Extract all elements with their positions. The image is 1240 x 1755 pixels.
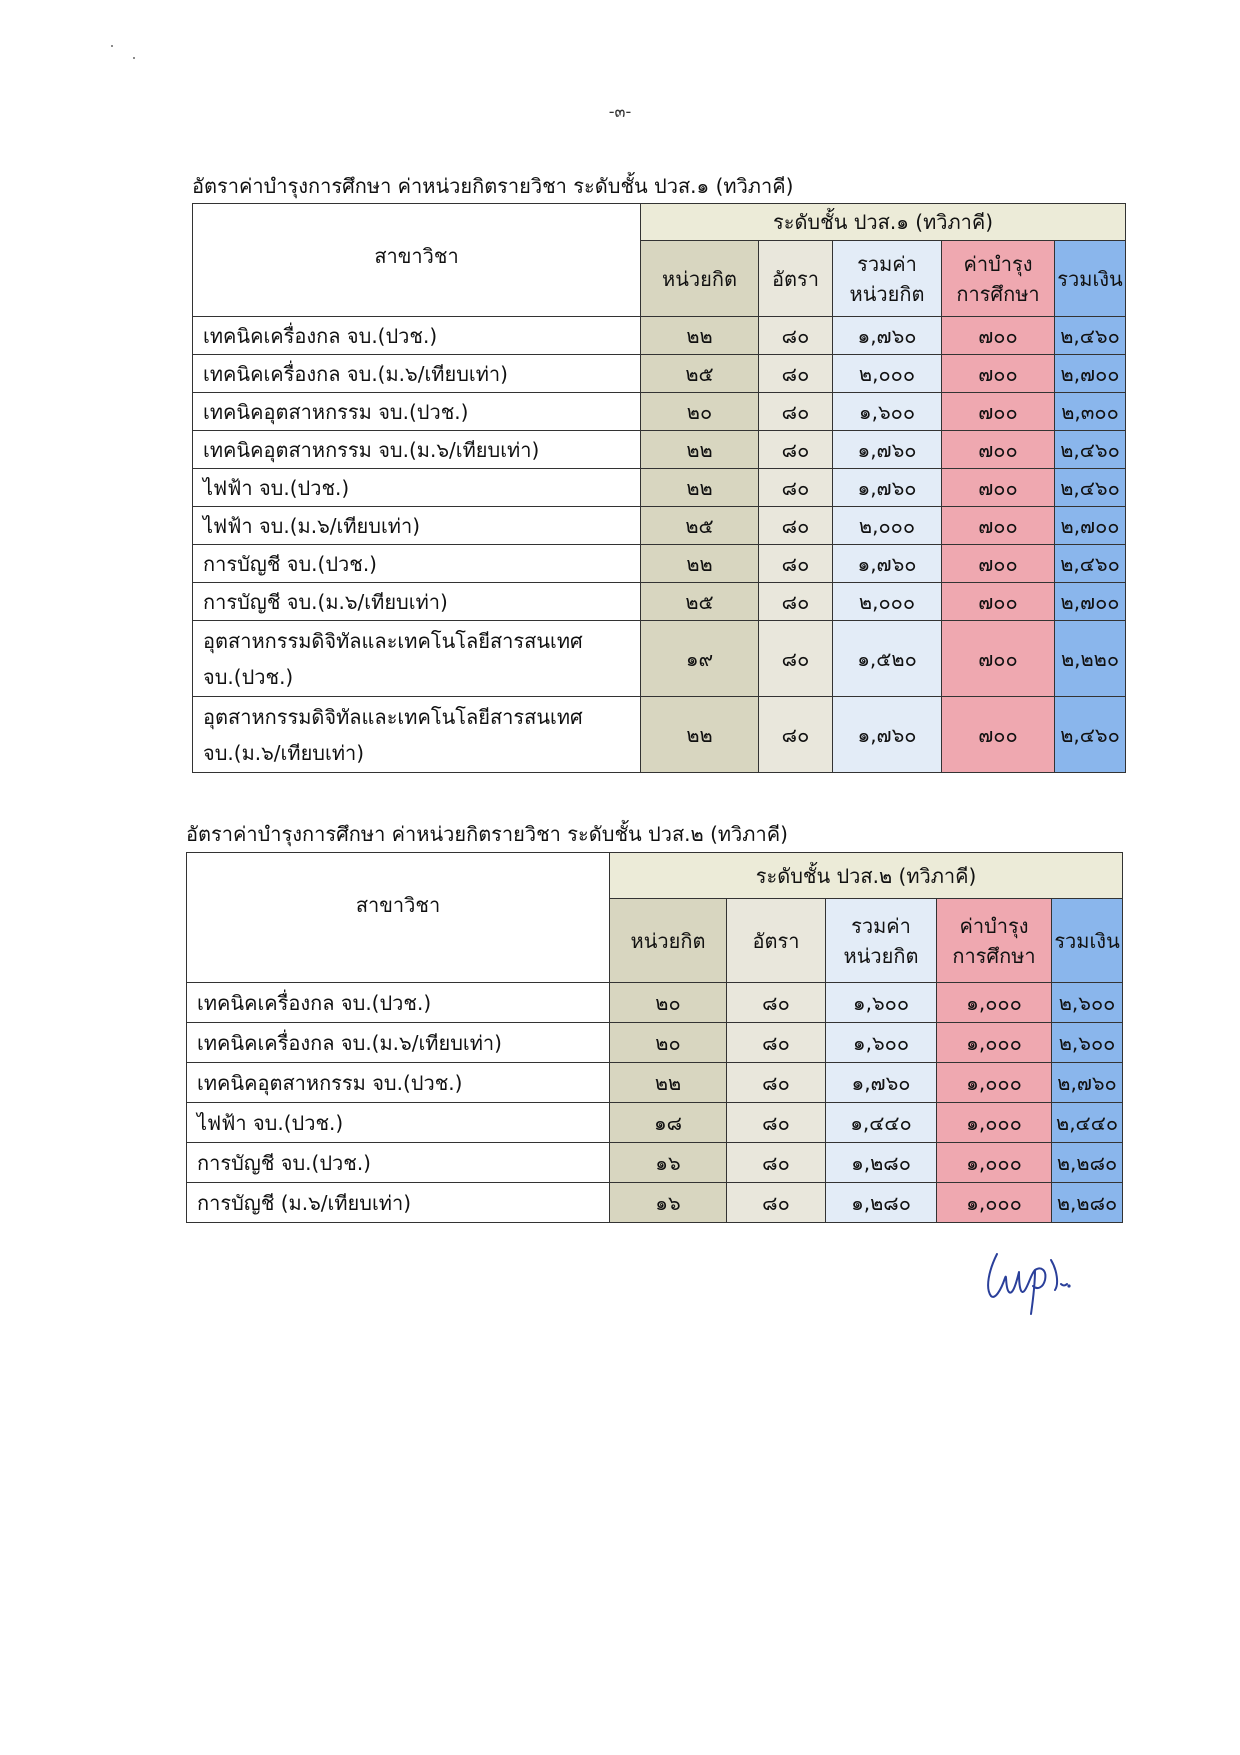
maintenance-fee-cell: ๗๐๐ xyxy=(942,697,1055,773)
rate-cell: ๘๐ xyxy=(759,697,833,773)
grand-total-cell: ๒,๔๔๐ xyxy=(1052,1103,1123,1143)
credits-cell: ๒๒ xyxy=(610,1063,727,1103)
scan-dust-mark xyxy=(108,42,138,102)
credits-cell: ๑๖ xyxy=(610,1183,727,1223)
credits-cell: ๒๐ xyxy=(641,393,759,431)
total-credit-fee-cell: ๒,๐๐๐ xyxy=(833,583,942,621)
grand-total-cell: ๒,๔๖๐ xyxy=(1055,317,1126,355)
rate-header: อัตรา xyxy=(759,241,833,317)
credits-header: หน่วยกิต xyxy=(641,241,759,317)
rate-cell: ๘๐ xyxy=(727,1063,826,1103)
maintenance-fee-cell: ๗๐๐ xyxy=(942,621,1055,697)
maintenance-fee-cell: ๑,๐๐๐ xyxy=(937,1183,1052,1223)
credits-cell: ๒๒ xyxy=(641,697,759,773)
total-credit-fee-cell: ๑,๖๐๐ xyxy=(826,1023,937,1063)
total-credit-fee-cell: ๑,๗๖๐ xyxy=(833,545,942,583)
maintenance-fee-cell: ๗๐๐ xyxy=(942,355,1055,393)
maintenance-fee-header: ค่าบำรุง การศึกษา xyxy=(937,899,1052,983)
grand-total-cell: ๒,๖๐๐ xyxy=(1052,1023,1123,1063)
major-cell: ไฟฟ้า จบ.(ปวช.) xyxy=(187,1103,610,1143)
grand-total-cell: ๒,๗๐๐ xyxy=(1055,583,1126,621)
rate-cell: ๘๐ xyxy=(759,469,833,507)
signature xyxy=(975,1240,1085,1320)
total-credit-fee-cell: ๑,๕๒๐ xyxy=(833,621,942,697)
table-row xyxy=(187,1183,1123,1223)
table-row xyxy=(193,621,1126,697)
rate-cell: ๘๐ xyxy=(759,545,833,583)
maintenance-fee-cell: ๑,๐๐๐ xyxy=(937,1063,1052,1103)
table-row xyxy=(187,983,1123,1023)
major-cell: เทคนิคอุตสาหกรรม จบ.(ม.๖/เทียบเท่า) xyxy=(193,431,641,469)
table-row xyxy=(193,355,1126,393)
rate-cell: ๘๐ xyxy=(759,583,833,621)
maintenance-fee-cell: ๗๐๐ xyxy=(942,583,1055,621)
table-row xyxy=(187,1063,1123,1103)
major-cell: การบัญชี จบ.(ม.๖/เทียบเท่า) xyxy=(193,583,641,621)
rate-cell: ๘๐ xyxy=(759,507,833,545)
rate-cell: ๘๐ xyxy=(727,983,826,1023)
credits-cell: ๑๙ xyxy=(641,621,759,697)
major-header: สาขาวิชา xyxy=(187,853,610,983)
maintenance-fee-cell: ๗๐๐ xyxy=(942,507,1055,545)
total-credit-fee-header: รวมค่า หน่วยกิต xyxy=(833,241,942,317)
table-row xyxy=(193,697,1126,773)
grand-total-cell: ๒,๒๘๐ xyxy=(1052,1183,1123,1223)
grand-total-cell: ๒,๔๖๐ xyxy=(1055,469,1126,507)
grand-total-cell: ๒,๔๖๐ xyxy=(1055,545,1126,583)
table-row xyxy=(193,431,1126,469)
total-credit-fee-cell: ๑,๒๘๐ xyxy=(826,1183,937,1223)
grand-total-cell: ๒,๔๖๐ xyxy=(1055,697,1126,773)
grand-total-header: รวมเงิน xyxy=(1055,241,1126,317)
level-group-header: ระดับชั้น ปวส.๒ (ทวิภาคี) xyxy=(610,853,1123,899)
table-row xyxy=(193,545,1126,583)
total-credit-fee-cell: ๑,๒๘๐ xyxy=(826,1143,937,1183)
table-row xyxy=(193,469,1126,507)
maintenance-fee-header: ค่าบำรุง การศึกษา xyxy=(942,241,1055,317)
credits-cell: ๒๕ xyxy=(641,583,759,621)
fee-table-1 xyxy=(192,203,1126,773)
grand-total-cell: ๒,๔๖๐ xyxy=(1055,431,1126,469)
credits-cell: ๑๘ xyxy=(610,1103,727,1143)
major-header: สาขาวิชา xyxy=(193,204,641,317)
total-credit-fee-cell: ๒,๐๐๐ xyxy=(833,355,942,393)
credits-cell: ๒๐ xyxy=(610,1023,727,1063)
rate-cell: ๘๐ xyxy=(727,1023,826,1063)
total-credit-fee-cell: ๑,๖๐๐ xyxy=(826,983,937,1023)
grand-total-cell: ๒,๗๖๐ xyxy=(1052,1063,1123,1103)
table-row xyxy=(187,1023,1123,1063)
maintenance-fee-cell: ๗๐๐ xyxy=(942,317,1055,355)
major-cell: เทคนิคอุตสาหกรรม จบ.(ปวช.) xyxy=(187,1063,610,1103)
maintenance-fee-cell: ๑,๐๐๐ xyxy=(937,1103,1052,1143)
table-row xyxy=(193,583,1126,621)
total-credit-fee-cell: ๑,๗๖๐ xyxy=(833,469,942,507)
major-cell: ไฟฟ้า จบ.(ปวช.) xyxy=(193,469,641,507)
total-credit-fee-cell: ๒,๐๐๐ xyxy=(833,507,942,545)
rate-cell: ๘๐ xyxy=(759,431,833,469)
credits-cell: ๒๕ xyxy=(641,355,759,393)
credits-cell: ๒๐ xyxy=(610,983,727,1023)
grand-total-header: รวมเงิน xyxy=(1052,899,1123,983)
major-cell: การบัญชี (ม.๖/เทียบเท่า) xyxy=(187,1183,610,1223)
maintenance-fee-cell: ๗๐๐ xyxy=(942,469,1055,507)
credits-cell: ๒๒ xyxy=(641,317,759,355)
total-credit-fee-cell: ๑,๗๖๐ xyxy=(833,697,942,773)
grand-total-cell: ๒,๒๒๐ xyxy=(1055,621,1126,697)
credits-cell: ๒๒ xyxy=(641,431,759,469)
major-cell: เทคนิคเครื่องกล จบ.(ปวช.) xyxy=(187,983,610,1023)
table-row xyxy=(193,507,1126,545)
grand-total-cell: ๒,๗๐๐ xyxy=(1055,507,1126,545)
total-credit-fee-cell: ๑,๖๐๐ xyxy=(833,393,942,431)
table-row xyxy=(187,1143,1123,1183)
total-credit-fee-cell: ๑,๗๖๐ xyxy=(833,317,942,355)
credits-header: หน่วยกิต xyxy=(610,899,727,983)
maintenance-fee-cell: ๑,๐๐๐ xyxy=(937,983,1052,1023)
total-credit-fee-cell: ๑,๗๖๐ xyxy=(826,1063,937,1103)
credits-cell: ๒๒ xyxy=(641,469,759,507)
major-cell: การบัญชี จบ.(ปวช.) xyxy=(193,545,641,583)
major-cell: ไฟฟ้า จบ.(ม.๖/เทียบเท่า) xyxy=(193,507,641,545)
level-group-header: ระดับชั้น ปวส.๑ (ทวิภาคี) xyxy=(641,204,1126,241)
grand-total-cell: ๒,๖๐๐ xyxy=(1052,983,1123,1023)
rate-cell: ๘๐ xyxy=(759,355,833,393)
maintenance-fee-cell: ๑,๐๐๐ xyxy=(937,1143,1052,1183)
maintenance-fee-cell: ๗๐๐ xyxy=(942,431,1055,469)
total-credit-fee-cell: ๑,๔๔๐ xyxy=(826,1103,937,1143)
rate-cell: ๘๐ xyxy=(727,1103,826,1143)
grand-total-cell: ๒,๓๐๐ xyxy=(1055,393,1126,431)
major-cell: เทคนิคเครื่องกล จบ.(ปวช.) xyxy=(193,317,641,355)
grand-total-cell: ๒,๗๐๐ xyxy=(1055,355,1126,393)
page-number: -๓- xyxy=(608,102,632,121)
table-2-caption: อัตราค่าบำรุงการศึกษา ค่าหน่วยกิตรายวิชา ระดับชั้น ปวส.๒ (ทวิภาคี) xyxy=(186,822,788,846)
major-cell: อุตสาหกรรมดิจิทัลและเทคโนโลยีสารสนเทศ จบ.(ปวช.) xyxy=(193,621,641,697)
major-cell: อุตสาหกรรมดิจิทัลและเทคโนโลยีสารสนเทศ จบ.(ม.๖/เทียบเท่า) xyxy=(193,697,641,773)
credits-cell: ๒๒ xyxy=(641,545,759,583)
rate-cell: ๘๐ xyxy=(759,317,833,355)
rate-header: อัตรา xyxy=(727,899,826,983)
maintenance-fee-cell: ๗๐๐ xyxy=(942,545,1055,583)
maintenance-fee-cell: ๗๐๐ xyxy=(942,393,1055,431)
rate-cell: ๘๐ xyxy=(727,1183,826,1223)
major-cell: เทคนิคเครื่องกล จบ.(ม.๖/เทียบเท่า) xyxy=(193,355,641,393)
maintenance-fee-cell: ๑,๐๐๐ xyxy=(937,1023,1052,1063)
total-credit-fee-cell: ๑,๗๖๐ xyxy=(833,431,942,469)
major-cell: เทคนิคอุตสาหกรรม จบ.(ปวช.) xyxy=(193,393,641,431)
major-cell: การบัญชี จบ.(ปวช.) xyxy=(187,1143,610,1183)
table-row xyxy=(187,1103,1123,1143)
grand-total-cell: ๒,๒๘๐ xyxy=(1052,1143,1123,1183)
table-row xyxy=(193,393,1126,431)
credits-cell: ๒๕ xyxy=(641,507,759,545)
rate-cell: ๘๐ xyxy=(727,1143,826,1183)
table-1-caption: อัตราค่าบำรุงการศึกษา ค่าหน่วยกิตรายวิชา ระดับชั้น ปวส.๑ (ทวิภาคี) xyxy=(192,174,794,198)
table-row xyxy=(193,317,1126,355)
credits-cell: ๑๖ xyxy=(610,1143,727,1183)
rate-cell: ๘๐ xyxy=(759,621,833,697)
rate-cell: ๘๐ xyxy=(759,393,833,431)
total-credit-fee-header: รวมค่า หน่วยกิต xyxy=(826,899,937,983)
fee-table-2 xyxy=(186,852,1123,1223)
major-cell: เทคนิคเครื่องกล จบ.(ม.๖/เทียบเท่า) xyxy=(187,1023,610,1063)
